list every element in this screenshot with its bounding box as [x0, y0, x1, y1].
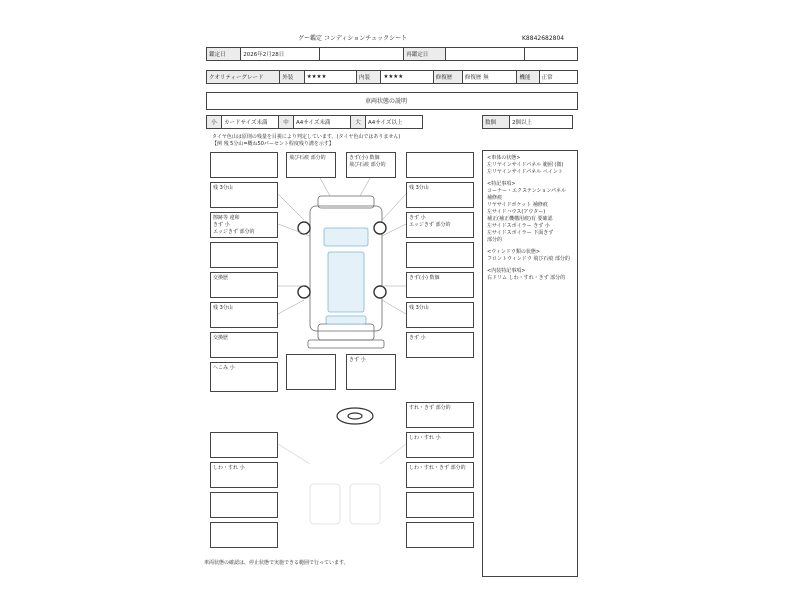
damage-box: 擦跡等 違和 きず 小 エッジきず 部分的: [210, 212, 278, 238]
sheet-title: グー鑑定 コンディションチェックシート: [298, 35, 408, 42]
steering-wheel-icon: [337, 408, 373, 424]
section-title: 車両状態の説明: [365, 98, 408, 105]
remark-heading: <車体の状態>: [487, 155, 521, 161]
damage-box: きず 小 エッジきず 部分的: [406, 212, 474, 238]
condition-check-sheet: [200, 24, 586, 576]
damage-box: へこみ 小: [210, 362, 278, 392]
remark-line: 左リヤインサイドパネル 範囲 (微): [487, 162, 564, 168]
damage-box: しわ・すれ 小: [406, 432, 474, 458]
remark-line: 部分的: [487, 237, 503, 243]
remark-line: リヤサイドポケット 補修痕: [487, 202, 548, 208]
remark-line: フロントウィンドウ 飛び石痕 部分的: [487, 256, 570, 262]
function-label: 機能: [517, 71, 539, 84]
legend-small: 小: [207, 116, 222, 129]
remark-line: 補正(補正機構用痕)有 要確認: [487, 216, 553, 222]
damage-box: 残 3分山: [210, 302, 278, 328]
remark-line: 左リヤインサイドパネル ペイント: [487, 169, 563, 175]
damage-box: きず(小) 数個 飛び石痕 部分的: [346, 152, 396, 178]
remark-heading: <ウィンドウ類の状態>: [487, 249, 541, 255]
function-value: 正常: [539, 71, 577, 84]
interior-seat-outline: [278, 444, 406, 524]
legend-mid: 中: [279, 116, 294, 129]
damage-box: すれ・きず 部分的: [406, 402, 474, 428]
damage-box: しわ・すれ・きず 部分的: [406, 462, 474, 488]
quality-grade-label: クオリティーグレード: [207, 71, 280, 84]
exterior-label: 外装: [280, 71, 304, 84]
damage-box: 残 3分山: [210, 182, 278, 208]
remark-line: 補修痕: [487, 195, 503, 201]
remark-heading: <内装特記事項>: [487, 268, 526, 274]
damage-box: 残 3分山: [406, 182, 474, 208]
footer-note: 車両状態の確認は、停止状態で実施できる範囲で行っています。: [204, 560, 349, 566]
tire-note: タイヤ色山は原則の残量を目視により判定しています。(タイヤ色山ではありません): [212, 134, 401, 140]
damage-box: きず 小: [346, 354, 396, 390]
remark-line: 左サイドハウス(アウター): [487, 209, 546, 215]
inspection-date: 2026年2月28日: [241, 48, 320, 61]
damage-box: しわ・すれ 小: [210, 462, 278, 488]
damage-box: 交換歴: [210, 272, 278, 298]
remark-line: 右ドリム しわ・すれ・きず 部分的: [487, 275, 566, 281]
repair-history-label: 修復歴: [433, 71, 462, 84]
remark-line: 左サイドスポイラー 下面きず: [487, 230, 554, 236]
remarks-panel: [482, 150, 578, 577]
legend-count: 数個: [483, 116, 510, 129]
exterior-rating: ★★★★: [304, 71, 356, 84]
legend-small-desc: カードサイズ未満: [222, 116, 279, 129]
remark-heading: <特記事項>: [487, 181, 516, 187]
interior-label: 内装: [357, 71, 381, 84]
damage-box: きず 小: [406, 332, 474, 358]
damage-box: 交換歴: [210, 332, 278, 358]
legend-large-desc: A4サイズ以上: [366, 116, 423, 129]
damage-box: 残 3分山: [406, 302, 474, 328]
document-id: K8842682804: [522, 35, 565, 42]
redate-label: 再鑑定日: [404, 48, 445, 61]
damage-box: 飛び石痕 部分的: [286, 152, 336, 178]
legend-mid-desc: A4サイズ未満: [294, 116, 351, 129]
remark-line: 左サイドスポイラー きず 小: [487, 223, 550, 229]
car-glass: [324, 228, 368, 324]
legend-large: 大: [351, 116, 366, 129]
date-label: 鑑定日: [207, 48, 241, 61]
interior-rating: ★★★★: [381, 71, 433, 84]
remark-line: コーナー・エクステンションパネル: [487, 188, 567, 194]
tire-note-example: 【例 残 5分山=概ね50パーセント程度残り溝を示す】: [212, 141, 334, 147]
damage-box: きず(小) 数個: [406, 272, 474, 298]
legend-count-desc: 2個以上: [510, 116, 573, 129]
repair-history-value: 修復歴 無: [462, 71, 517, 84]
